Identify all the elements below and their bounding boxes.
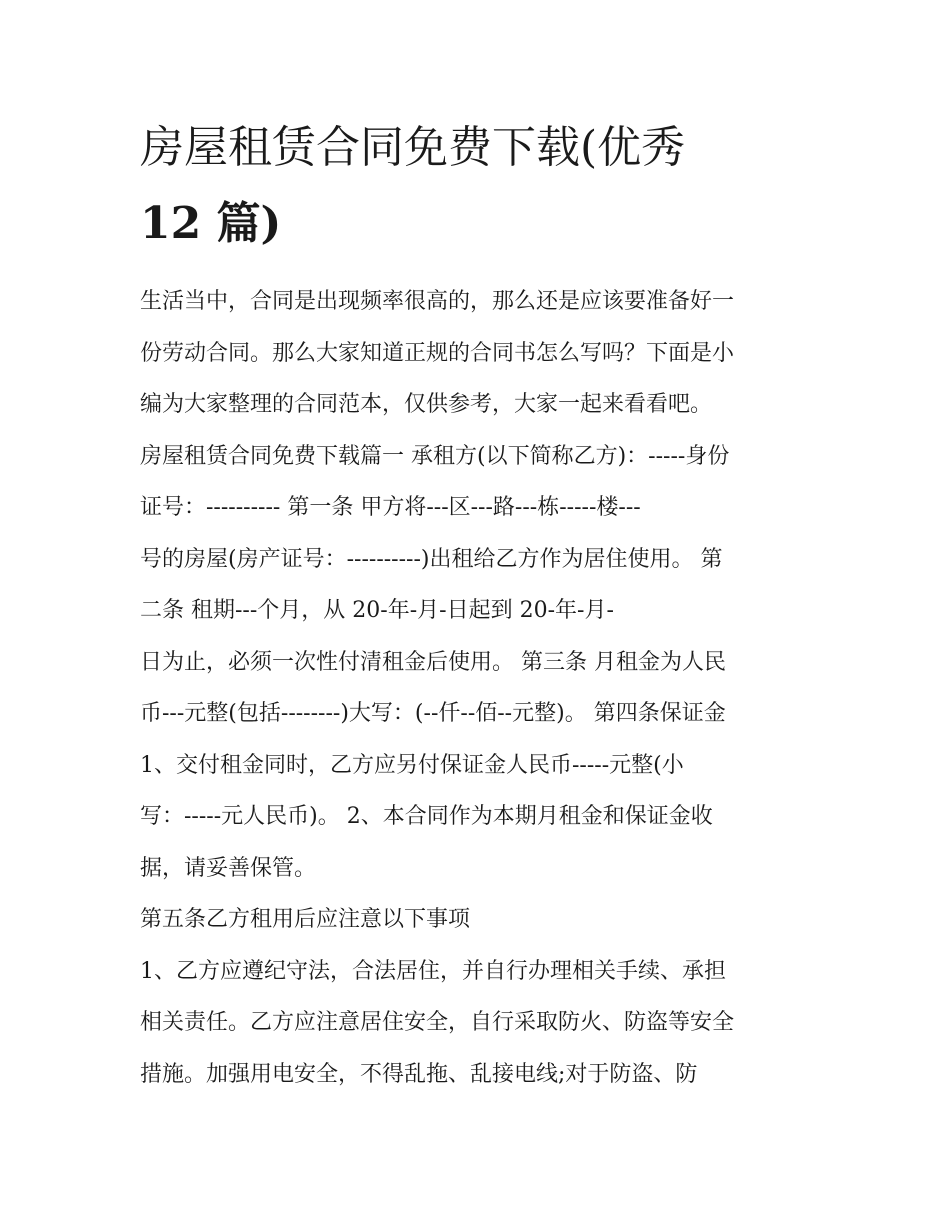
body-line: 编为大家整理的合同范本，仅供参考，大家一起来看看吧。 xyxy=(140,392,713,417)
body-line: 房屋租赁合同免费下载篇一 承租方(以下简称乙方)：-----身份 xyxy=(140,443,730,469)
body-line: 生活当中，合同是出现频率很高的，那么还是应该要准备好一 xyxy=(140,289,735,314)
body-line: 写：-----元人民币)。 2、本合同作为本期月租金和保证金收 xyxy=(140,804,713,829)
body-line: 二条 租期---个月，从 20-年-月-日起到 20-年-月- xyxy=(140,598,614,623)
body-line: 日为止，必须一次性付清租金后使用。 第三条 月租金为人民 xyxy=(140,649,726,675)
body-line: 1、乙方应遵纪守法，合法居住，并自行办理相关手续、承担 xyxy=(140,958,726,984)
body-line: 号的房屋(房产证号：----------)出租给乙方作为居住使用。 第 xyxy=(140,546,723,572)
title-line-2: 12 篇) xyxy=(140,198,282,249)
body-line: 相关责任。乙方应注意居住安全，自行采取防火、防盗等安全 xyxy=(140,1010,735,1035)
body-line: 据，请妥善保管。 xyxy=(140,855,317,881)
body-line: 第五条乙方租用后应注意以下事项 xyxy=(140,907,471,932)
document-title xyxy=(140,110,820,262)
body-line: 份劳动合同。那么大家知道正规的合同书怎么写吗？下面是小 xyxy=(140,340,735,366)
body-line: 币---元整(包括--------)大写：(--仟--佰--元整)。 第四条保证金 xyxy=(140,701,726,726)
body-line: 1、交付租金同时，乙方应另付保证金人民币-----元整(小 xyxy=(140,752,684,778)
body-line: 证号：---------- 第一条 甲方将---区---路---栋-----楼--- xyxy=(140,495,641,520)
title-line-1: 房屋租赁合同免费下载(优秀 xyxy=(140,122,686,173)
body-line: 措施。加强用电安全，不得乱拖、乱接电线;对于防盗、防 xyxy=(140,1061,698,1087)
document-body xyxy=(140,276,820,1100)
